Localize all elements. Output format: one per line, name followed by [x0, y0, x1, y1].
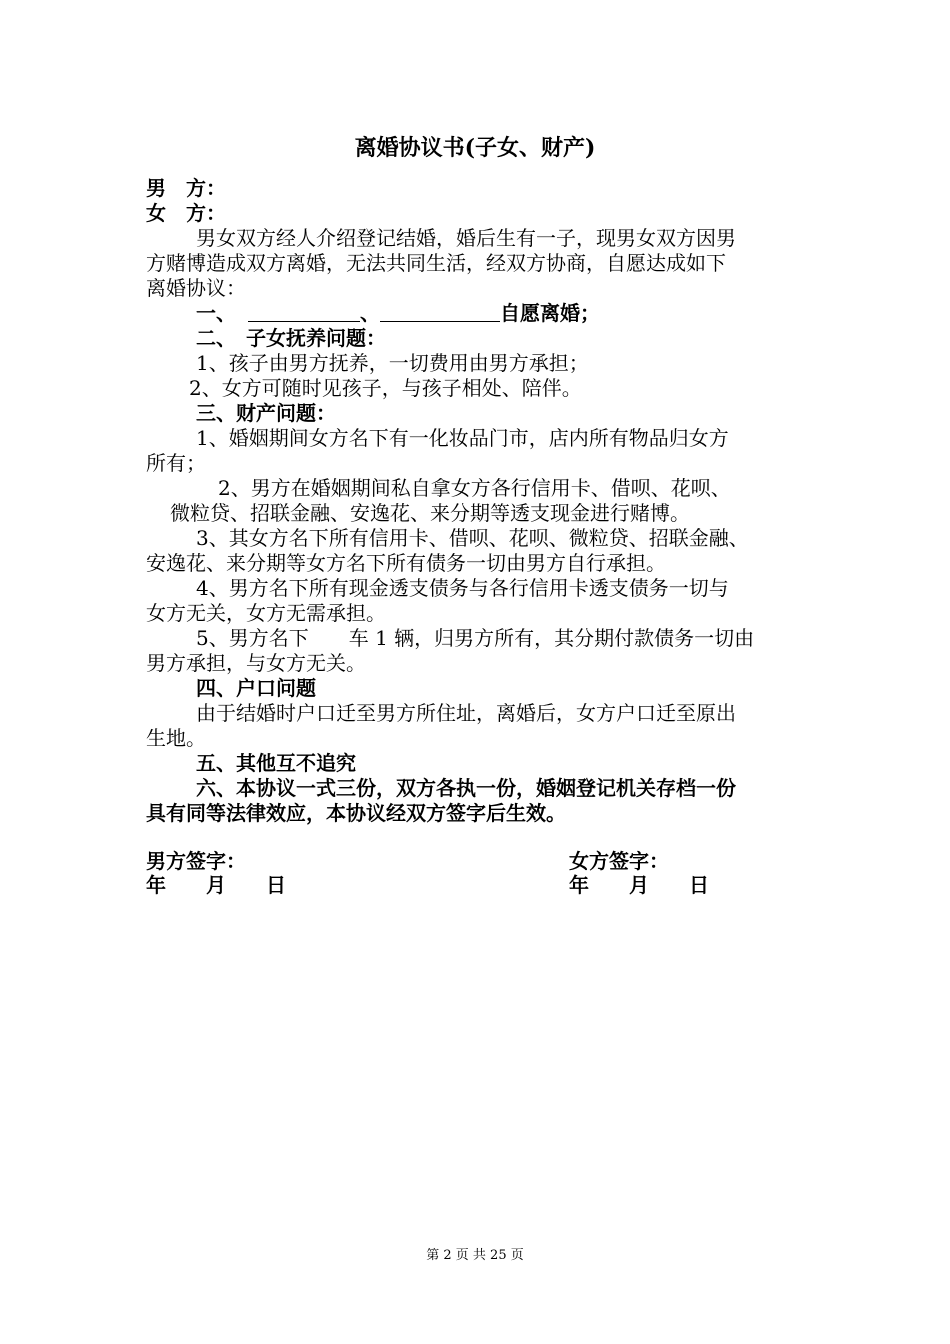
- intro-line-3: 离婚协议：: [146, 276, 246, 300]
- section-4-line-2: 生地。: [146, 726, 206, 750]
- section-6-line-2: 具有同等法律效应，本协议经双方签字后生效。: [146, 801, 566, 825]
- section-3-p2-line-1: 2、男方在婚姻期间私自拿女方各行信用卡、借呗、花呗、: [218, 476, 731, 500]
- section-3-p3-line-1: 3、其女方名下所有信用卡、借呗、花呗、微粒贷、招联金融、: [196, 526, 749, 550]
- section-3-p4-line-2: 女方无关，女方无需承担。: [146, 601, 386, 625]
- section-3-p3-line-2: 安逸花、来分期等女方名下所有债务一切由男方自行承担。: [146, 551, 666, 575]
- name-blank-2: [380, 301, 500, 322]
- section-2-item-2: 2、女方可随时见孩子，与孩子相处、陪伴。: [189, 376, 582, 400]
- section-5-heading: 五、其他互不追究: [196, 751, 356, 775]
- section-1: [196, 301, 600, 325]
- section-4-line-1: 由于结婚时户口迁至男方所住址，离婚后，女方户口迁至原出: [196, 701, 736, 725]
- male-signature-date: 年 月 日: [146, 873, 286, 897]
- section-3-p5-line-1: 5、男方名下 车 1 辆，归男方所有，其分期付款债务一切由: [196, 626, 755, 650]
- female-party-label: 女 方：: [146, 201, 226, 225]
- female-signature-date: 年 月 日: [569, 873, 709, 897]
- name-blank-1: [248, 301, 360, 322]
- page-number: 第 2 页 共 25 页: [426, 1248, 524, 1263]
- male-party-label: 男 方：: [146, 176, 226, 200]
- intro-line-2: 方赌博造成双方离婚，无法共同生活，经双方协商，自愿达成如下: [146, 251, 726, 275]
- section-1-number: 一、: [196, 301, 236, 325]
- section-2-heading: 二、 子女抚养问题：: [196, 326, 386, 350]
- section-3-p4-line-1: 4、男方名下所有现金透支债务与各行信用卡透支债务一切与: [196, 576, 729, 600]
- section-2-item-1: 1、孩子由男方抚养，一切费用由男方承担；: [196, 351, 589, 375]
- male-signature-label: 男方签字：: [146, 849, 246, 873]
- section-1-separator: 、: [360, 301, 380, 325]
- document-title: 离婚协议书(子女、财产): [354, 135, 596, 161]
- section-3-heading: 三、财产问题：: [196, 401, 336, 425]
- section-3-p1-line-2: 所有；: [146, 451, 206, 475]
- section-4-heading: 四、户口问题: [196, 676, 316, 700]
- section-3-p1-line-1: 1、婚姻期间女方名下有一化妆品门市，店内所有物品归女方: [196, 426, 729, 450]
- section-3-p2-line-2: 微粒贷、招联金融、安逸花、来分期等透支现金进行赌博。: [170, 501, 690, 525]
- intro-line-1: 男女双方经人介绍登记结婚，婚后生有一子，现男女双方因男: [196, 226, 736, 250]
- section-1-text: 自愿离婚；: [500, 301, 600, 325]
- section-6-line-1: 六、本协议一式三份，双方各执一份，婚姻登记机关存档一份: [196, 776, 736, 800]
- female-signature-label: 女方签字：: [569, 849, 669, 873]
- section-3-p5-line-2: 男方承担，与女方无关。: [146, 651, 366, 675]
